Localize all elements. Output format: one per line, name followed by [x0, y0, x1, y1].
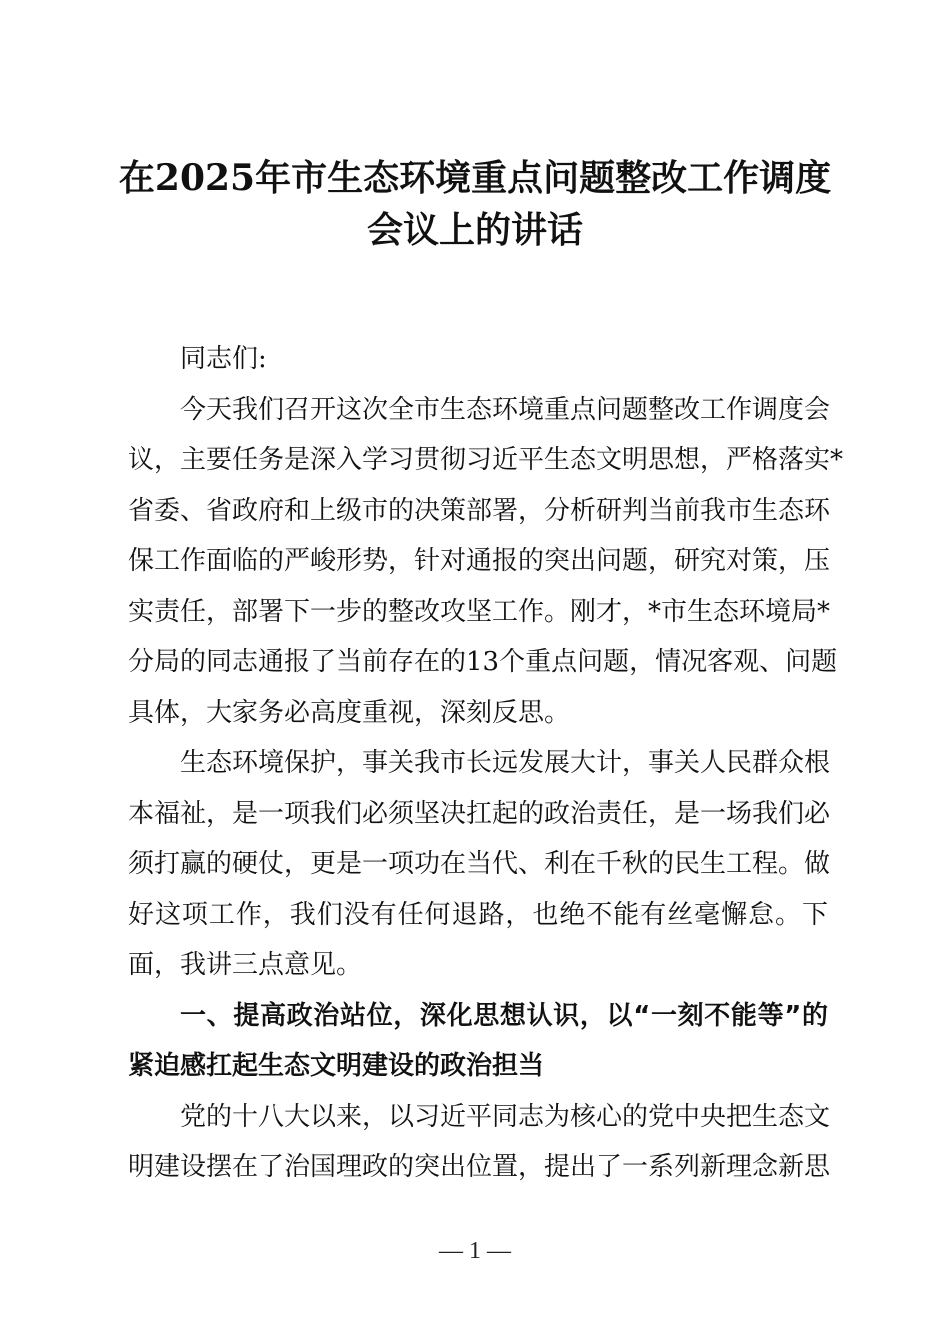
- title-line-2: 会议上的讲话: [366, 209, 583, 251]
- paragraph-line: 议，主要任务是深入学习贯彻习近平生态文明思想，严格落实*: [128, 445, 844, 475]
- paragraph-line: 面，我讲三点意见。: [128, 950, 363, 980]
- paragraph-line: 省委、省政府和上级市的决策部署，分析研判当前我市生态环: [128, 495, 831, 526]
- paragraph-line: 今天我们召开这次全市生态环境重点问题整改工作调度会: [180, 394, 831, 425]
- paragraph-line: 生态环境保护，事关我市长远发展大计，事关人民群众根: [180, 748, 831, 778]
- paragraph-line: 本福祉，是一项我们必须坚决扛起的政治责任，是一场我们必: [128, 798, 831, 829]
- paragraph-line: 实责任，部署下一步的整改攻坚工作。刚才，*市生态环境局*: [128, 596, 831, 627]
- document-body: [128, 334, 844, 1193]
- paragraph-line: 保工作面临的严峻形势，针对通报的突出问题，研究对策，压: [128, 546, 831, 576]
- title-line-1: 在2025年市生态环境重点问题整改工作调度: [118, 157, 832, 199]
- paragraph-line: 分局的同志通报了当前存在的13个重点问题，情况客观、问题: [128, 647, 838, 677]
- paragraph-line: 须打赢的硬仗，更是一项功在当代、利在千秋的民生工程。做: [128, 849, 831, 879]
- paragraph-line: 具体，大家务必高度重视，深刻反思。: [128, 697, 571, 728]
- section-heading-line: 一、提高政治站位，深化思想认识，以“一刻不能等”的: [180, 1000, 828, 1031]
- paragraph-line: 党的十八大以来，以习近平同志为核心的党中央把生态文: [180, 1101, 831, 1132]
- paragraph-line: 同志们:: [180, 344, 267, 374]
- page-number: — 1 —: [439, 1238, 511, 1264]
- section-heading-line: 紧迫感扛起生态文明建设的政治担当: [128, 1051, 545, 1081]
- paragraph-line: 明建设摆在了治国理政的突出位置，提出了一系列新理念新思: [128, 1152, 831, 1182]
- document-title: [110, 152, 840, 256]
- paragraph-line: 好这项工作，我们没有任何退路，也绝不能有丝毫懈怠。下: [128, 899, 828, 930]
